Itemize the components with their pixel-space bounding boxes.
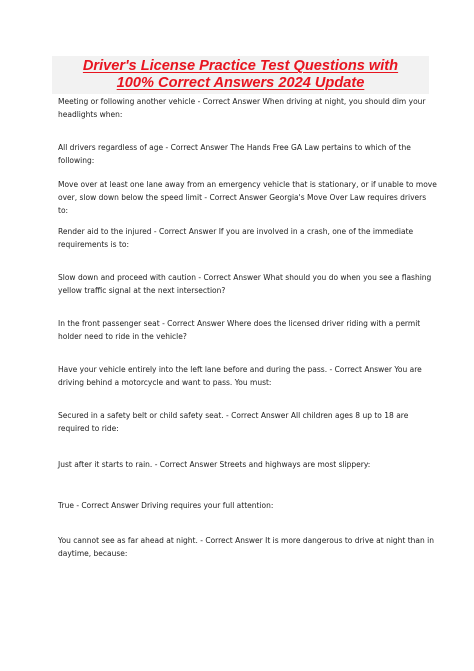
document-title-line-1: Driver's License Practice Test Questions with (82, 58, 399, 74)
qa-item-9: Just after it starts to rain. - Correct Answer Streets and highways are most slippery: (58, 460, 371, 469)
qa-item-4: Render aid to the injured - Correct Answer If you are involved in a crash, one of the immediate requirements is to: (58, 227, 414, 249)
qa-item-5: Slow down and proceed with caution - Correct Answer What should you do when you see a flashing yellow traffic signal at the next intersection? (58, 273, 432, 295)
qa-item-8: Secured in a safety belt or child safety seat. - Correct Answer All children ages 8 up to 18 are required to ride: (58, 411, 409, 433)
document-title-line-2: 100% Correct Answers 2024 Update (116, 75, 365, 91)
qa-item-2: All drivers regardless of age - Correct Answer The Hands Free GA Law pertains to which of the following: (58, 143, 411, 165)
qa-item-7: Have your vehicle entirely into the left lane before and during the pass. - Correct Answer You are driving behind a motorcycle and want to pass. You must: (58, 365, 422, 387)
document-title-banner (52, 56, 429, 94)
qa-item-11: You cannot see as far ahead at night. - Correct Answer It is more dangerous to drive at night than in daytime, because: (58, 536, 435, 558)
qa-item-1: Meeting or following another vehicle - Correct Answer When driving at night, you should dim your headlights when: (58, 97, 426, 119)
qa-item-6: In the front passenger seat - Correct Answer Where does the licensed driver riding with a permit holder need to ride in the vehicle? (58, 319, 421, 341)
qa-item-3: Move over at least one lane away from an emergency vehicle that is stationary, or if unable to move over, slow down below the speed limit - Correct Answer Georgia's Move Over Law requires drivers to: (58, 180, 437, 215)
qa-item-10: True - Correct Answer Driving requires your full attention: (58, 501, 274, 510)
